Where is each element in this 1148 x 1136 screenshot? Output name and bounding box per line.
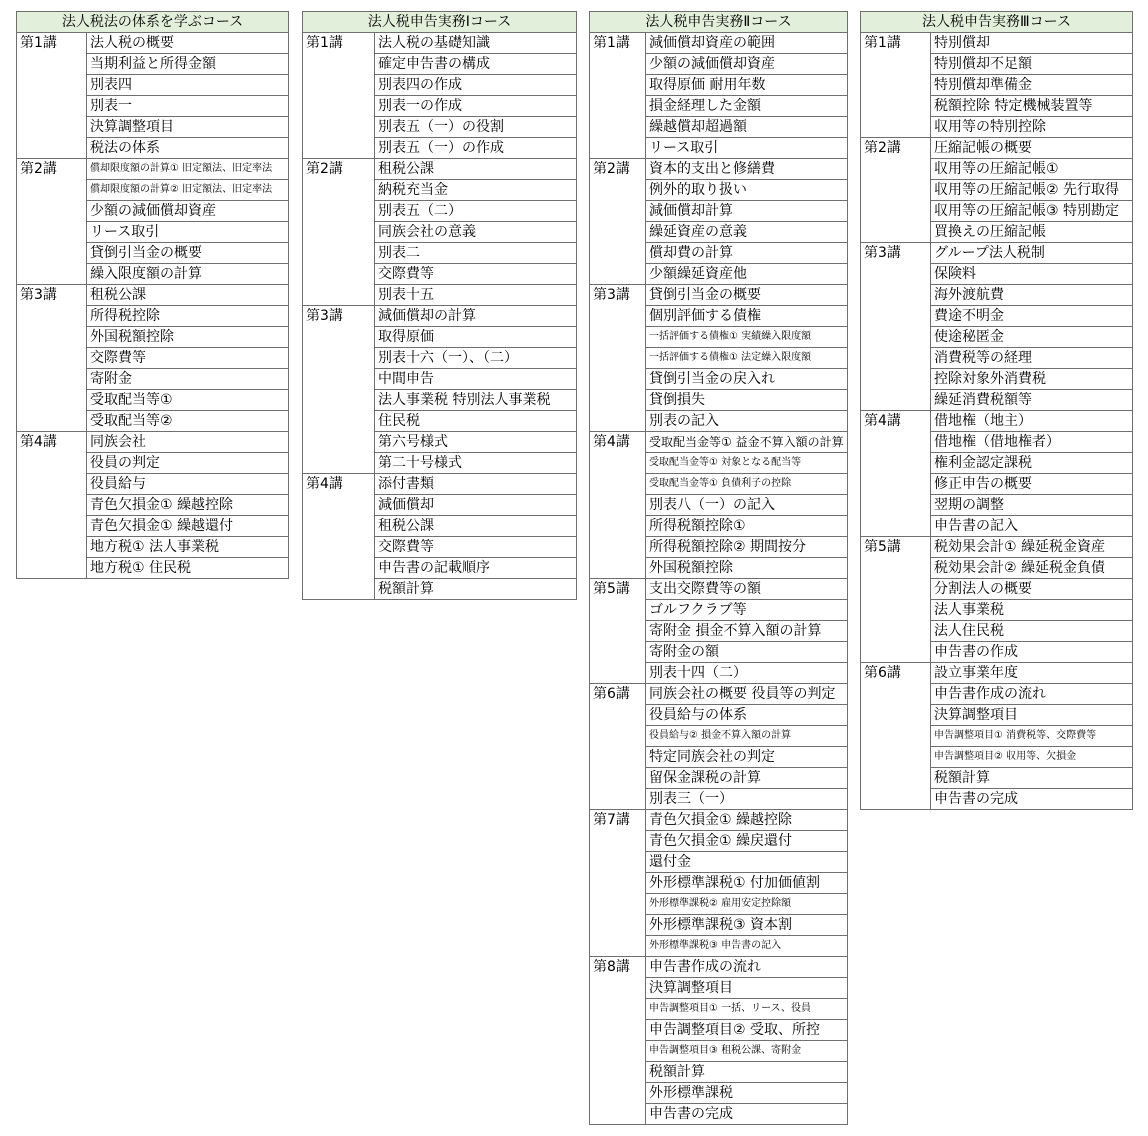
topic-cell: 受取配当金等① 対象となる配当等	[646, 453, 848, 474]
topic-cell: 貸倒損失	[646, 390, 848, 411]
lecture-label: 第1講	[303, 33, 375, 159]
topic-cell: 特別償却	[931, 33, 1133, 54]
topic-cell: 特別償却準備金	[931, 75, 1133, 96]
topic-cell: 買換えの圧縮記帳	[931, 222, 1133, 243]
topic-cell: 別表四	[87, 75, 289, 96]
lecture-label: 第5講	[590, 579, 646, 684]
topic-cell: 決算調整項目	[931, 705, 1133, 726]
topic-cell: 別表八（一）の記入	[646, 495, 848, 516]
topic-cell: 償却費の計算	[646, 243, 848, 264]
lecture-label: 第4講	[861, 411, 931, 537]
topic-cell: 同族会社の概要 役員等の判定	[646, 684, 848, 705]
topic-cell: 少額の減価償却資産	[87, 201, 289, 222]
lecture-label: 第3講	[861, 243, 931, 411]
lecture-label: 第3講	[303, 306, 375, 474]
topic-cell: 損金経理した金額	[646, 96, 848, 117]
topic-cell: 税法の体系	[87, 138, 289, 159]
topic-cell: 申告調整項目① 一括、リース、役員	[646, 999, 848, 1020]
topic-cell: 租税公課	[375, 159, 577, 180]
topic-cell: 個別評価する債権	[646, 306, 848, 327]
topic-cell: 別表十六（一）、（二）	[375, 348, 577, 369]
topic-cell: 交際費等	[87, 348, 289, 369]
topic-cell: 外国税額控除	[87, 327, 289, 348]
course-title: 法人税法の体系を学ぶコース	[17, 12, 289, 33]
lecture-row	[590, 432, 848, 453]
topic-cell: 外形標準課税	[646, 1083, 848, 1104]
topic-cell: グループ法人税制	[931, 243, 1133, 264]
topic-cell: 申告書作成の流れ	[931, 684, 1133, 705]
topic-cell: 別表二	[375, 243, 577, 264]
topic-cell: 受取配当金等① 益金不算入額の計算	[646, 432, 848, 453]
lecture-label: 第1講	[861, 33, 931, 138]
lecture-row	[303, 159, 577, 180]
topic-cell: 費途不明金	[931, 306, 1133, 327]
topic-cell: 別表十五	[375, 285, 577, 306]
topic-cell: 第六号様式	[375, 432, 577, 453]
lecture-label: 第2講	[861, 138, 931, 243]
topic-cell: 中間申告	[375, 369, 577, 390]
topic-cell: 別表五（一）の役割	[375, 117, 577, 138]
topic-cell: 添付書類	[375, 474, 577, 495]
topic-cell: 税額計算	[931, 768, 1133, 789]
topic-cell: 外形標準課税③ 申告書の記入	[646, 936, 848, 957]
course-title: 法人税申告実務Ⅰコース	[303, 12, 577, 33]
topic-cell: 法人住民税	[931, 621, 1133, 642]
topic-cell: 減価償却	[375, 495, 577, 516]
topic-cell: 少額の減価償却資産	[646, 54, 848, 75]
topic-cell: 申告調整項目② 受取、所控	[646, 1020, 848, 1041]
topic-cell: 申告書の記載順序	[375, 558, 577, 579]
lecture-label: 第4講	[303, 474, 375, 600]
topic-cell: 減価償却の計算	[375, 306, 577, 327]
topic-cell: 分割法人の概要	[931, 579, 1133, 600]
topic-cell: 別表の記入	[646, 411, 848, 432]
topic-cell: 繰延消費税額等	[931, 390, 1133, 411]
topic-cell: 特定同族会社の判定	[646, 747, 848, 768]
course-table-4	[860, 11, 1133, 810]
topic-cell: 収用等の圧縮記帳② 先行取得	[931, 180, 1133, 201]
course-body	[303, 33, 577, 600]
topic-cell: 受取配当金等① 負債利子の控除	[646, 474, 848, 495]
lecture-row	[590, 285, 848, 306]
lecture-label: 第4講	[17, 432, 87, 579]
topic-cell: 法人事業税 特別法人事業税	[375, 390, 577, 411]
topic-cell: 翌期の調整	[931, 495, 1133, 516]
topic-cell: 海外渡航費	[931, 285, 1133, 306]
topic-cell: 権利金認定課税	[931, 453, 1133, 474]
topic-cell: 減価償却計算	[646, 201, 848, 222]
topic-cell: 収用等の特別控除	[931, 117, 1133, 138]
lecture-label: 第8講	[590, 957, 646, 1125]
topic-cell: 貸倒引当金の概要	[87, 243, 289, 264]
lecture-row	[17, 285, 289, 306]
topic-cell: 所得税控除	[87, 306, 289, 327]
lecture-label: 第4講	[590, 432, 646, 579]
topic-cell: 修正申告の概要	[931, 474, 1133, 495]
lecture-label: 第6講	[590, 684, 646, 810]
lecture-row	[861, 243, 1133, 264]
lecture-label: 第1講	[17, 33, 87, 159]
topic-cell: 役員給与② 損金不算入額の計算	[646, 726, 848, 747]
topic-cell: 申告書の記入	[931, 516, 1133, 537]
topic-cell: 別表四の作成	[375, 75, 577, 96]
lecture-row	[17, 33, 289, 54]
lecture-label: 第2講	[17, 159, 87, 285]
course-table-3	[589, 11, 848, 1125]
topic-cell: 租税公課	[87, 285, 289, 306]
topic-cell: 役員給与の体系	[646, 705, 848, 726]
topic-cell: 借地権（借地権者）	[931, 432, 1133, 453]
topic-cell: 使途秘匿金	[931, 327, 1133, 348]
topic-cell: リース取引	[87, 222, 289, 243]
topic-cell: 税額計算	[646, 1062, 848, 1083]
topic-cell: 所得税額控除② 期間按分	[646, 537, 848, 558]
topic-cell: 外形標準課税② 雇用安定控除額	[646, 894, 848, 915]
course-table-2	[302, 11, 577, 600]
topic-cell: 別表五（一）の作成	[375, 138, 577, 159]
topic-cell: 青色欠損金① 繰越控除	[646, 810, 848, 831]
topic-cell: 貸倒引当金の概要	[646, 285, 848, 306]
topic-cell: ゴルフクラブ等	[646, 600, 848, 621]
topic-cell: 別表三（一）	[646, 789, 848, 810]
topic-cell: 青色欠損金① 繰戻還付	[646, 831, 848, 852]
topic-cell: 申告調整項目③ 租税公課、寄附金	[646, 1041, 848, 1062]
topic-cell: 繰入限度額の計算	[87, 264, 289, 285]
topic-cell: 貸倒引当金の戻入れ	[646, 369, 848, 390]
topic-cell: 住民税	[375, 411, 577, 432]
topic-cell: 少額繰延資産他	[646, 264, 848, 285]
topic-cell: 収用等の圧縮記帳③ 特別勘定	[931, 201, 1133, 222]
lecture-label: 第3講	[17, 285, 87, 432]
topic-cell: 当期利益と所得金額	[87, 54, 289, 75]
course-body	[17, 33, 289, 579]
topic-cell: 寄附金 損金不算入額の計算	[646, 621, 848, 642]
topic-cell: 消費税等の経理	[931, 348, 1133, 369]
course-title: 法人税申告実務Ⅲコース	[861, 12, 1133, 33]
topic-cell: リース取引	[646, 138, 848, 159]
topic-cell: 別表一の作成	[375, 96, 577, 117]
lecture-row	[17, 432, 289, 453]
topic-cell: 借地権（地主）	[931, 411, 1133, 432]
topic-cell: 同族会社の意義	[375, 222, 577, 243]
topic-cell: 別表十四（二）	[646, 663, 848, 684]
topic-cell: 繰越償却超過額	[646, 117, 848, 138]
lecture-row	[590, 810, 848, 831]
topic-cell: 別表一	[87, 96, 289, 117]
lecture-row	[303, 33, 577, 54]
topic-cell: 申告書作成の流れ	[646, 957, 848, 978]
topic-cell: 外国税額控除	[646, 558, 848, 579]
topic-cell: 還付金	[646, 852, 848, 873]
lecture-row	[590, 957, 848, 978]
topic-cell: 申告書の完成	[931, 789, 1133, 810]
course-body	[590, 33, 848, 1125]
topic-cell: 寄附金	[87, 369, 289, 390]
topic-cell: 青色欠損金① 繰越控除	[87, 495, 289, 516]
topic-cell: 外形標準課税③ 資本割	[646, 915, 848, 936]
topic-cell: 税効果会計② 繰延税金負債	[931, 558, 1133, 579]
lecture-row	[303, 306, 577, 327]
topic-cell: 申告書の完成	[646, 1104, 848, 1125]
lecture-label: 第2講	[590, 159, 646, 285]
topic-cell: 決算調整項目	[87, 117, 289, 138]
topic-cell: 申告書の作成	[931, 642, 1133, 663]
topic-cell: 受取配当等②	[87, 411, 289, 432]
lecture-label: 第5講	[861, 537, 931, 663]
topic-cell: 租税公課	[375, 516, 577, 537]
topic-cell: 取得原価 耐用年数	[646, 75, 848, 96]
lecture-label: 第1講	[590, 33, 646, 159]
topic-cell: 税効果会計① 繰延税金資産	[931, 537, 1133, 558]
topic-cell: 第二十号様式	[375, 453, 577, 474]
topic-cell: 申告調整項目② 収用等、欠損金	[931, 747, 1133, 768]
lecture-label: 第7講	[590, 810, 646, 957]
topic-cell: 納税充当金	[375, 180, 577, 201]
topic-cell: 一括評価する債権① 実績繰入限度額	[646, 327, 848, 348]
lecture-label: 第2講	[303, 159, 375, 306]
topic-cell: 青色欠損金① 繰越還付	[87, 516, 289, 537]
topic-cell: 役員の判定	[87, 453, 289, 474]
topic-cell: 同族会社	[87, 432, 289, 453]
topic-cell: 確定申告書の構成	[375, 54, 577, 75]
lecture-row	[861, 33, 1133, 54]
topic-cell: 繰延資産の意義	[646, 222, 848, 243]
topic-cell: 例外的取り扱い	[646, 180, 848, 201]
topic-cell: 税額計算	[375, 579, 577, 600]
topic-cell: 所得税額控除①	[646, 516, 848, 537]
lecture-row	[590, 159, 848, 180]
course-table-1	[16, 11, 289, 579]
topic-cell: 控除対象外消費税	[931, 369, 1133, 390]
lecture-row	[861, 411, 1133, 432]
topic-cell: 支出交際費等の額	[646, 579, 848, 600]
topic-cell: 別表五（二）	[375, 201, 577, 222]
topic-cell: 交際費等	[375, 537, 577, 558]
topic-cell: 取得原価	[375, 327, 577, 348]
topic-cell: 一括評価する債権① 法定繰入限度額	[646, 348, 848, 369]
topic-cell: 地方税① 住民税	[87, 558, 289, 579]
topic-cell: 減価償却資産の範囲	[646, 33, 848, 54]
lecture-row	[590, 684, 848, 705]
topic-cell: 償却限度額の計算② 旧定額法、旧定率法	[87, 180, 289, 201]
lecture-row	[17, 159, 289, 180]
topic-cell: 留保金課税の計算	[646, 768, 848, 789]
topic-cell: 税額控除 特定機械装置等	[931, 96, 1133, 117]
topic-cell: 法人事業税	[931, 600, 1133, 621]
topic-cell: 法人税の基礎知識	[375, 33, 577, 54]
lecture-row	[861, 663, 1133, 684]
lecture-row	[303, 474, 577, 495]
topic-cell: 特別償却不足額	[931, 54, 1133, 75]
topic-cell: 圧縮記帳の概要	[931, 138, 1133, 159]
lecture-label: 第3講	[590, 285, 646, 432]
lecture-label: 第6講	[861, 663, 931, 810]
topic-cell: 保険料	[931, 264, 1133, 285]
lecture-row	[861, 537, 1133, 558]
topic-cell: 交際費等	[375, 264, 577, 285]
topic-cell: 申告調整項目① 消費税等、交際費等	[931, 726, 1133, 747]
topic-cell: 法人税の概要	[87, 33, 289, 54]
lecture-row	[590, 33, 848, 54]
course-body	[861, 33, 1133, 810]
topic-cell: 償却限度額の計算① 旧定額法、旧定率法	[87, 159, 289, 180]
topic-cell: 受取配当等①	[87, 390, 289, 411]
topic-cell: 役員給与	[87, 474, 289, 495]
topic-cell: 地方税① 法人事業税	[87, 537, 289, 558]
topic-cell: 設立事業年度	[931, 663, 1133, 684]
topic-cell: 決算調整項目	[646, 978, 848, 999]
lecture-row	[861, 138, 1133, 159]
topic-cell: 収用等の圧縮記帳①	[931, 159, 1133, 180]
course-title: 法人税申告実務Ⅱコース	[590, 12, 848, 33]
topic-cell: 寄附金の額	[646, 642, 848, 663]
topic-cell: 資本的支出と修繕費	[646, 159, 848, 180]
topic-cell: 外形標準課税① 付加価値割	[646, 873, 848, 894]
lecture-row	[590, 579, 848, 600]
